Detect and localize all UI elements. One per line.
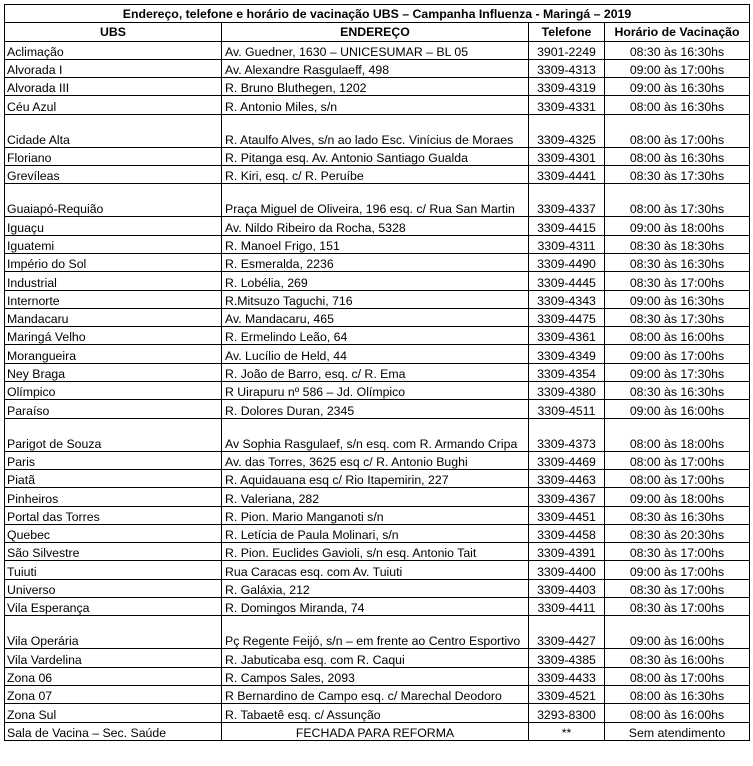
- ubs-cell: Zona 07: [5, 685, 222, 703]
- table-row: [5, 451, 750, 469]
- column-header-telefone: Telefone: [529, 23, 605, 41]
- phone-cell: 3309-4325: [529, 114, 605, 147]
- schedule-cell: 09:00 às 17:00hs: [605, 345, 750, 363]
- ubs-cell: Pinheiros: [5, 488, 222, 506]
- phone-cell: 3309-4301: [529, 147, 605, 165]
- address-cell: Av Sophia Rasgulaef, s/n esq. com R. Armando Cripa: [222, 418, 529, 451]
- phone-cell: 3309-4475: [529, 308, 605, 326]
- address-cell: Av. Lucílio de Held, 44: [222, 345, 529, 363]
- schedule-cell: 08:00 às 17:00hs: [605, 114, 750, 147]
- phone-cell: 3309-4319: [529, 78, 605, 96]
- address-cell: R. Galáxia, 212: [222, 579, 529, 597]
- table-row: [5, 253, 750, 271]
- phone-cell: 3293-8300: [529, 704, 605, 722]
- address-cell: Praça Miguel de Oliveira, 196 esq. c/ Rua San Martin: [222, 184, 529, 217]
- schedule-cell: 09:00 às 16:00hs: [605, 400, 750, 418]
- ubs-cell: Portal das Torres: [5, 506, 222, 524]
- ubs-cell: Paraíso: [5, 400, 222, 418]
- table-row: [5, 418, 750, 451]
- table-row: [5, 616, 750, 649]
- address-cell: R. Pitanga esq. Av. Antonio Santiago Gualda: [222, 147, 529, 165]
- phone-cell: 3309-4380: [529, 382, 605, 400]
- schedule-cell: 08:30 às 16:00hs: [605, 649, 750, 667]
- table-row: [5, 345, 750, 363]
- schedule-cell: 08:30 às 17:30hs: [605, 308, 750, 326]
- schedule-cell: 08:00 às 17:00hs: [605, 451, 750, 469]
- schedule-cell: 08:00 às 16:00hs: [605, 704, 750, 722]
- table-row: [5, 96, 750, 114]
- table-row: [5, 166, 750, 184]
- vaccination-table: [4, 4, 750, 741]
- schedule-cell: 09:00 às 16:30hs: [605, 290, 750, 308]
- schedule-cell: 09:00 às 18:00hs: [605, 488, 750, 506]
- address-cell: Av. das Torres, 3625 esq c/ R. Antonio Bughi: [222, 451, 529, 469]
- phone-cell: 3309-4445: [529, 272, 605, 290]
- table-row: [5, 217, 750, 235]
- schedule-cell: 08:00 às 16:30hs: [605, 685, 750, 703]
- address-cell: R Bernardino de Campo esq. c/ Marechal Deodoro: [222, 685, 529, 703]
- table-row: [5, 685, 750, 703]
- phone-cell: 3309-4400: [529, 561, 605, 579]
- phone-cell: 3309-4403: [529, 579, 605, 597]
- phone-cell: 3309-4391: [529, 543, 605, 561]
- table-row: [5, 327, 750, 345]
- address-cell: R. Manoel Frigo, 151: [222, 235, 529, 253]
- schedule-cell: 09:00 às 17:00hs: [605, 561, 750, 579]
- address-cell: Rua Caracas esq. com Av. Tuiuti: [222, 561, 529, 579]
- table-row: [5, 41, 750, 59]
- ubs-cell: Alvorada I: [5, 59, 222, 77]
- table-row: [5, 272, 750, 290]
- schedule-cell: Sem atendimento: [605, 722, 750, 740]
- ubs-cell: Alvorada III: [5, 78, 222, 96]
- column-header-horario: Horário de Vacinação: [605, 23, 750, 41]
- table-row: [5, 506, 750, 524]
- schedule-cell: 09:00 às 18:00hs: [605, 217, 750, 235]
- address-cell: R. Ermelindo Leão, 64: [222, 327, 529, 345]
- address-cell: R. Tabaetê esq. c/ Assunção: [222, 704, 529, 722]
- table-row: [5, 235, 750, 253]
- ubs-cell: Morangueira: [5, 345, 222, 363]
- ubs-cell: Maringá Velho: [5, 327, 222, 345]
- schedule-cell: 08:30 às 16:30hs: [605, 382, 750, 400]
- ubs-cell: Mandacaru: [5, 308, 222, 326]
- ubs-cell: Ney Braga: [5, 363, 222, 381]
- ubs-cell: São Silvestre: [5, 543, 222, 561]
- table-row: [5, 363, 750, 381]
- address-cell: R. Letícia de Paula Molinari, s/n: [222, 524, 529, 542]
- phone-cell: 3309-4463: [529, 469, 605, 487]
- schedule-cell: 08:00 às 18:00hs: [605, 418, 750, 451]
- table-row: [5, 704, 750, 722]
- header-row: [5, 23, 750, 41]
- schedule-cell: 08:30 às 20:30hs: [605, 524, 750, 542]
- ubs-cell: Floriano: [5, 147, 222, 165]
- table-title: Endereço, telefone e horário de vacinação UBS – Campanha Influenza - Maringá – 2019: [5, 5, 750, 23]
- phone-cell: 3309-4385: [529, 649, 605, 667]
- phone-cell: 3309-4343: [529, 290, 605, 308]
- phone-cell: 3309-4469: [529, 451, 605, 469]
- phone-cell: 3309-4411: [529, 598, 605, 616]
- table-body: [5, 41, 750, 740]
- phone-cell: 3901-2249: [529, 41, 605, 59]
- ubs-cell: Industrial: [5, 272, 222, 290]
- table-row: [5, 290, 750, 308]
- table-row: [5, 308, 750, 326]
- phone-cell: 3309-4373: [529, 418, 605, 451]
- address-cell: R.Mitsuzo Taguchi, 716: [222, 290, 529, 308]
- column-header-endereco: ENDEREÇO: [222, 23, 529, 41]
- schedule-cell: 08:30 às 17:00hs: [605, 543, 750, 561]
- address-cell: R. Aquidauana esq c/ Rio Itapemirin, 227: [222, 469, 529, 487]
- phone-cell: 3309-4427: [529, 616, 605, 649]
- ubs-cell: Piatã: [5, 469, 222, 487]
- schedule-cell: 08:00 às 16:30hs: [605, 147, 750, 165]
- address-cell: R. Bruno Bluthegen, 1202: [222, 78, 529, 96]
- ubs-cell: Internorte: [5, 290, 222, 308]
- ubs-cell: Sala de Vacina – Sec. Saúde: [5, 722, 222, 740]
- schedule-cell: 08:30 às 16:30hs: [605, 41, 750, 59]
- ubs-cell: Olímpico: [5, 382, 222, 400]
- table-row: [5, 78, 750, 96]
- schedule-cell: 09:00 às 16:30hs: [605, 78, 750, 96]
- address-cell: Av. Mandacaru, 465: [222, 308, 529, 326]
- schedule-cell: 08:00 às 16:00hs: [605, 327, 750, 345]
- phone-cell: **: [529, 722, 605, 740]
- table-row: [5, 488, 750, 506]
- table-row: [5, 469, 750, 487]
- address-cell: R. Valeriana, 282: [222, 488, 529, 506]
- ubs-cell: Zona 06: [5, 667, 222, 685]
- ubs-cell: Vila Esperança: [5, 598, 222, 616]
- phone-cell: 3309-4415: [529, 217, 605, 235]
- phone-cell: 3309-4361: [529, 327, 605, 345]
- column-header-ubs: UBS: [5, 23, 222, 41]
- ubs-cell: Cidade Alta: [5, 114, 222, 147]
- address-cell: R. Pion. Mario Manganoti s/n: [222, 506, 529, 524]
- ubs-cell: Paris: [5, 451, 222, 469]
- ubs-cell: Céu Azul: [5, 96, 222, 114]
- schedule-cell: 08:30 às 17:00hs: [605, 579, 750, 597]
- ubs-cell: Zona Sul: [5, 704, 222, 722]
- phone-cell: 3309-4354: [529, 363, 605, 381]
- address-cell: R. Pion. Euclides Gavioli, s/n esq. Antonio Tait: [222, 543, 529, 561]
- address-cell: R. Ataulfo Alves, s/n ao lado Esc. Vinícius de Moraes: [222, 114, 529, 147]
- phone-cell: 3309-4433: [529, 667, 605, 685]
- table-row: [5, 649, 750, 667]
- address-cell: Av. Alexandre Rasgulaeff, 498: [222, 59, 529, 77]
- schedule-cell: 08:30 às 17:00hs: [605, 598, 750, 616]
- ubs-cell: Tuiuti: [5, 561, 222, 579]
- address-cell: R. Esmeralda, 2236: [222, 253, 529, 271]
- table-row: [5, 667, 750, 685]
- address-cell: R. João de Barro, esq. c/ R. Ema: [222, 363, 529, 381]
- address-cell: R. Jabuticaba esq. com R. Caqui: [222, 649, 529, 667]
- address-cell: R. Antonio Miles, s/n: [222, 96, 529, 114]
- table-row: [5, 579, 750, 597]
- address-cell: R. Kiri, esq. c/ R. Peruíbe: [222, 166, 529, 184]
- schedule-cell: 08:30 às 17:00hs: [605, 272, 750, 290]
- schedule-cell: 09:00 às 17:00hs: [605, 59, 750, 77]
- address-cell: R. Lobélia, 269: [222, 272, 529, 290]
- address-cell: Av. Guedner, 1630 – UNICESUMAR – BL 05: [222, 41, 529, 59]
- ubs-cell: Iguatemi: [5, 235, 222, 253]
- schedule-cell: 08:00 às 17:00hs: [605, 469, 750, 487]
- ubs-cell: Iguaçu: [5, 217, 222, 235]
- address-cell: R. Dolores Duran, 2345: [222, 400, 529, 418]
- ubs-cell: Guaiapó-Requião: [5, 184, 222, 217]
- phone-cell: 3309-4521: [529, 685, 605, 703]
- phone-cell: 3309-4337: [529, 184, 605, 217]
- ubs-cell: Universo: [5, 579, 222, 597]
- address-cell: R. Domingos Miranda, 74: [222, 598, 529, 616]
- table-row: [5, 147, 750, 165]
- ubs-cell: Parigot de Souza: [5, 418, 222, 451]
- phone-cell: 3309-4451: [529, 506, 605, 524]
- table-row: [5, 543, 750, 561]
- schedule-cell: 08:30 às 17:30hs: [605, 166, 750, 184]
- table-row: [5, 382, 750, 400]
- ubs-cell: Império do Sol: [5, 253, 222, 271]
- address-cell: FECHADA PARA REFORMA: [222, 722, 529, 740]
- phone-cell: 3309-4511: [529, 400, 605, 418]
- ubs-cell: Vila Vardelina: [5, 649, 222, 667]
- schedule-cell: 09:00 às 17:30hs: [605, 363, 750, 381]
- table-row: [5, 524, 750, 542]
- schedule-cell: 08:00 às 17:30hs: [605, 184, 750, 217]
- phone-cell: 3309-4441: [529, 166, 605, 184]
- table-row: [5, 114, 750, 147]
- schedule-cell: 08:30 às 16:30hs: [605, 506, 750, 524]
- table-row: [5, 561, 750, 579]
- ubs-cell: Aclimação: [5, 41, 222, 59]
- phone-cell: 3309-4311: [529, 235, 605, 253]
- phone-cell: 3309-4349: [529, 345, 605, 363]
- phone-cell: 3309-4313: [529, 59, 605, 77]
- title-row: [5, 5, 750, 23]
- table-row: [5, 400, 750, 418]
- ubs-cell: Quebec: [5, 524, 222, 542]
- table-row: [5, 722, 750, 740]
- schedule-cell: 08:30 às 18:30hs: [605, 235, 750, 253]
- address-cell: R. Campos Sales, 2093: [222, 667, 529, 685]
- schedule-cell: 09:00 às 16:00hs: [605, 616, 750, 649]
- address-cell: Pç Regente Feijó, s/n – em frente ao Centro Esportivo: [222, 616, 529, 649]
- ubs-cell: Grevíleas: [5, 166, 222, 184]
- ubs-cell: Vila Operária: [5, 616, 222, 649]
- table-row: [5, 598, 750, 616]
- table-row: [5, 59, 750, 77]
- schedule-cell: 08:30 às 16:30hs: [605, 253, 750, 271]
- schedule-cell: 08:00 às 17:00hs: [605, 667, 750, 685]
- phone-cell: 3309-4490: [529, 253, 605, 271]
- address-cell: R Uirapuru nº 586 – Jd. Olímpico: [222, 382, 529, 400]
- address-cell: Av. Nildo Ribeiro da Rocha, 5328: [222, 217, 529, 235]
- schedule-cell: 08:00 às 16:30hs: [605, 96, 750, 114]
- phone-cell: 3309-4458: [529, 524, 605, 542]
- phone-cell: 3309-4331: [529, 96, 605, 114]
- table-row: [5, 184, 750, 217]
- phone-cell: 3309-4367: [529, 488, 605, 506]
